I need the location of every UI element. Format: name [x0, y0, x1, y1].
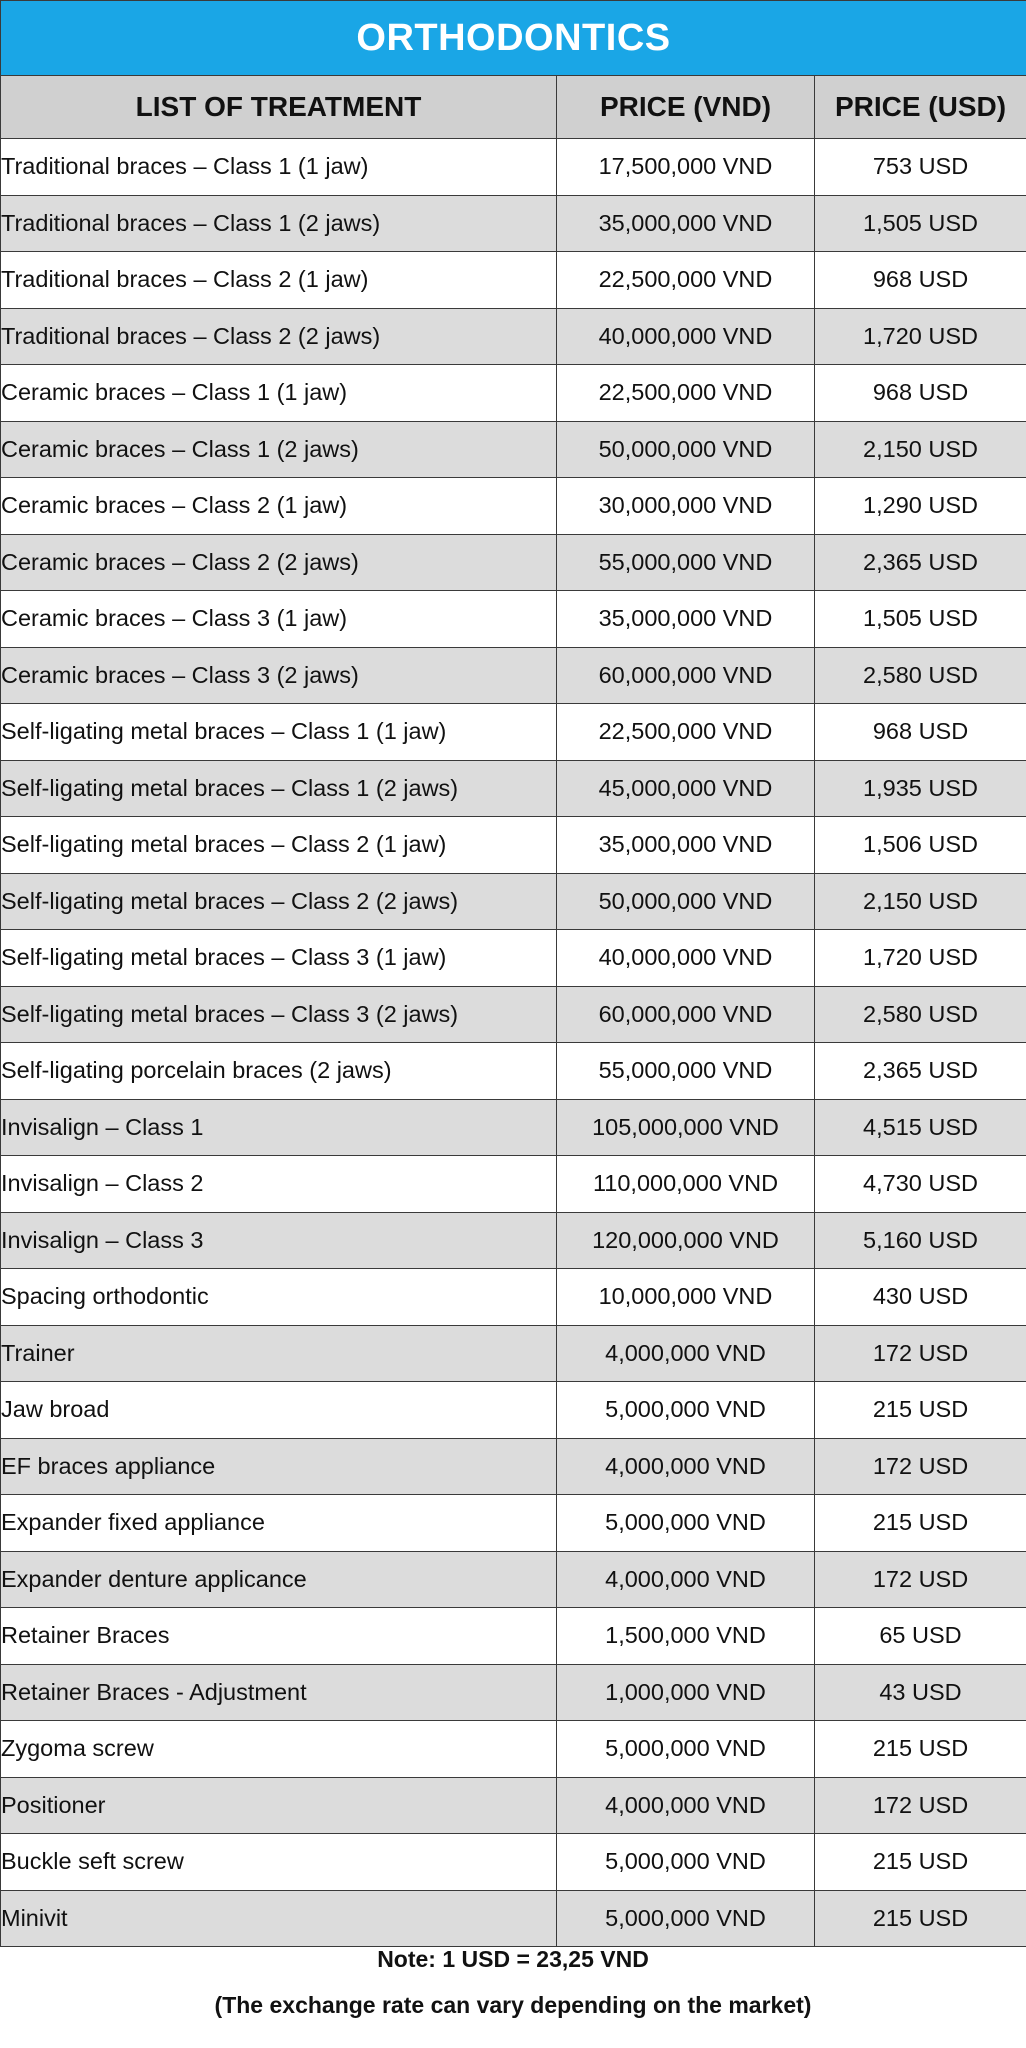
- treatment-name: Self-ligating metal braces – Class 3 (2 jaws): [1, 986, 557, 1043]
- table-row: [1, 1721, 1026, 1778]
- price-usd: 1,505 USD: [815, 591, 1026, 648]
- price-usd: 4,730 USD: [815, 1156, 1026, 1213]
- treatment-name: Minivit: [1, 1890, 557, 1947]
- treatment-name: Spacing orthodontic: [1, 1269, 557, 1326]
- treatment-name: Expander denture applicance: [1, 1551, 557, 1608]
- price-usd: 1,506 USD: [815, 817, 1026, 874]
- treatment-rows: [1, 139, 1026, 1947]
- price-usd: 4,515 USD: [815, 1099, 1026, 1156]
- table-row: [1, 1438, 1026, 1495]
- table-row: [1, 308, 1026, 365]
- table-row: [1, 986, 1026, 1043]
- table-row: [1, 1212, 1026, 1269]
- table-row: [1, 1777, 1026, 1834]
- price-usd: 968 USD: [815, 252, 1026, 309]
- table-row: [1, 478, 1026, 535]
- price-usd: 2,150 USD: [815, 873, 1026, 930]
- treatment-name: Traditional braces – Class 1 (2 jaws): [1, 195, 557, 252]
- treatment-name: Ceramic braces – Class 2 (2 jaws): [1, 534, 557, 591]
- price-vnd: 40,000,000 VND: [557, 930, 815, 987]
- price-vnd: 22,500,000 VND: [557, 365, 815, 422]
- treatment-name: Invisalign – Class 1: [1, 1099, 557, 1156]
- price-vnd: 50,000,000 VND: [557, 421, 815, 478]
- treatment-name: Ceramic braces – Class 3 (2 jaws): [1, 647, 557, 704]
- table-row: [1, 704, 1026, 761]
- price-usd: 753 USD: [815, 139, 1026, 196]
- treatment-name: Self-ligating metal braces – Class 1 (2 jaws): [1, 760, 557, 817]
- table-row: [1, 1834, 1026, 1891]
- table-row: [1, 1325, 1026, 1382]
- treatment-name: Traditional braces – Class 2 (1 jaw): [1, 252, 557, 309]
- price-vnd: 22,500,000 VND: [557, 252, 815, 309]
- price-usd: 43 USD: [815, 1664, 1026, 1721]
- table-row: [1, 421, 1026, 478]
- table-row: [1, 1099, 1026, 1156]
- price-usd: 172 USD: [815, 1777, 1026, 1834]
- price-vnd: 60,000,000 VND: [557, 986, 815, 1043]
- treatment-name: Ceramic braces – Class 3 (1 jaw): [1, 591, 557, 648]
- price-vnd: 4,000,000 VND: [557, 1325, 815, 1382]
- price-vnd: 45,000,000 VND: [557, 760, 815, 817]
- table-row: [1, 1043, 1026, 1100]
- title-row: [1, 1, 1026, 76]
- price-usd: 1,290 USD: [815, 478, 1026, 535]
- table-row: [1, 1551, 1026, 1608]
- treatment-name: Self-ligating metal braces – Class 3 (1 jaw): [1, 930, 557, 987]
- price-usd: 2,580 USD: [815, 647, 1026, 704]
- table-row: [1, 534, 1026, 591]
- price-usd: 215 USD: [815, 1890, 1026, 1947]
- price-vnd: 120,000,000 VND: [557, 1212, 815, 1269]
- table-row: [1, 817, 1026, 874]
- price-usd: 215 USD: [815, 1721, 1026, 1778]
- price-vnd: 5,000,000 VND: [557, 1382, 815, 1439]
- price-vnd: 110,000,000 VND: [557, 1156, 815, 1213]
- table-row: [1, 930, 1026, 987]
- treatment-name: Self-ligating metal braces – Class 1 (1 jaw): [1, 704, 557, 761]
- price-vnd: 10,000,000 VND: [557, 1269, 815, 1326]
- table-row: [1, 1156, 1026, 1213]
- price-usd: 430 USD: [815, 1269, 1026, 1326]
- price-vnd: 4,000,000 VND: [557, 1438, 815, 1495]
- table-row: [1, 252, 1026, 309]
- price-usd: 2,365 USD: [815, 534, 1026, 591]
- price-usd: 2,580 USD: [815, 986, 1026, 1043]
- price-usd: 2,365 USD: [815, 1043, 1026, 1100]
- treatment-name: Buckle seft screw: [1, 1834, 557, 1891]
- table-row: [1, 195, 1026, 252]
- treatment-name: Ceramic braces – Class 2 (1 jaw): [1, 478, 557, 535]
- treatment-name: Traditional braces – Class 1 (1 jaw): [1, 139, 557, 196]
- price-usd: 5,160 USD: [815, 1212, 1026, 1269]
- price-vnd: 17,500,000 VND: [557, 139, 815, 196]
- table-row: [1, 139, 1026, 196]
- column-header-price-vnd: PRICE (VND): [557, 76, 815, 139]
- table-row: [1, 1269, 1026, 1326]
- price-vnd: 35,000,000 VND: [557, 195, 815, 252]
- price-usd: 215 USD: [815, 1382, 1026, 1439]
- price-vnd: 50,000,000 VND: [557, 873, 815, 930]
- treatment-name: Self-ligating porcelain braces (2 jaws): [1, 1043, 557, 1100]
- price-vnd: 55,000,000 VND: [557, 534, 815, 591]
- price-usd: 172 USD: [815, 1325, 1026, 1382]
- table-row: [1, 647, 1026, 704]
- table-title: ORTHODONTICS: [1, 1, 1026, 76]
- price-usd: 2,150 USD: [815, 421, 1026, 478]
- price-vnd: 4,000,000 VND: [557, 1551, 815, 1608]
- price-usd: 1,720 USD: [815, 930, 1026, 987]
- exchange-rate-note: Note: 1 USD = 23,25 VND: [377, 1946, 649, 1972]
- table-row: [1, 1382, 1026, 1439]
- treatment-name: Self-ligating metal braces – Class 2 (2 jaws): [1, 873, 557, 930]
- column-header-treatment: LIST OF TREATMENT: [1, 76, 557, 139]
- price-usd: 968 USD: [815, 365, 1026, 422]
- treatment-name: Traditional braces – Class 2 (2 jaws): [1, 308, 557, 365]
- treatment-name: Self-ligating metal braces – Class 2 (1 jaw): [1, 817, 557, 874]
- price-usd: 65 USD: [815, 1608, 1026, 1665]
- price-usd: 1,935 USD: [815, 760, 1026, 817]
- treatment-name: Positioner: [1, 1777, 557, 1834]
- treatment-name: Trainer: [1, 1325, 557, 1382]
- price-vnd: 1,500,000 VND: [557, 1608, 815, 1665]
- table-row: [1, 1495, 1026, 1552]
- price-vnd: 5,000,000 VND: [557, 1890, 815, 1947]
- treatment-name: Ceramic braces – Class 1 (1 jaw): [1, 365, 557, 422]
- treatment-name: Jaw broad: [1, 1382, 557, 1439]
- price-usd: 172 USD: [815, 1438, 1026, 1495]
- exchange-rate-disclaimer: (The exchange rate can vary depending on the market): [214, 1992, 812, 2018]
- price-vnd: 35,000,000 VND: [557, 591, 815, 648]
- price-vnd: 5,000,000 VND: [557, 1834, 815, 1891]
- treatment-name: Retainer Braces - Adjustment: [1, 1664, 557, 1721]
- treatment-name: Invisalign – Class 3: [1, 1212, 557, 1269]
- price-usd: 968 USD: [815, 704, 1026, 761]
- price-usd: 215 USD: [815, 1834, 1026, 1891]
- table-row: [1, 1664, 1026, 1721]
- table-row: [1, 1608, 1026, 1665]
- price-usd: 172 USD: [815, 1551, 1026, 1608]
- treatment-name: Ceramic braces – Class 1 (2 jaws): [1, 421, 557, 478]
- price-vnd: 30,000,000 VND: [557, 478, 815, 535]
- treatment-name: Invisalign – Class 2: [1, 1156, 557, 1213]
- treatment-name: Retainer Braces: [1, 1608, 557, 1665]
- price-vnd: 60,000,000 VND: [557, 647, 815, 704]
- price-vnd: 22,500,000 VND: [557, 704, 815, 761]
- table-row: [1, 1890, 1026, 1947]
- price-vnd: 5,000,000 VND: [557, 1721, 815, 1778]
- table-row: [1, 873, 1026, 930]
- table-row: [1, 365, 1026, 422]
- column-header-price-usd: PRICE (USD): [815, 76, 1026, 139]
- price-vnd: 55,000,000 VND: [557, 1043, 815, 1100]
- price-vnd: 5,000,000 VND: [557, 1495, 815, 1552]
- table-row: [1, 760, 1026, 817]
- price-usd: 1,720 USD: [815, 308, 1026, 365]
- treatment-name: EF braces appliance: [1, 1438, 557, 1495]
- header-row: [1, 76, 1026, 139]
- price-vnd: 105,000,000 VND: [557, 1099, 815, 1156]
- price-usd: 1,505 USD: [815, 195, 1026, 252]
- price-vnd: 4,000,000 VND: [557, 1777, 815, 1834]
- price-vnd: 35,000,000 VND: [557, 817, 815, 874]
- treatment-name: Zygoma screw: [1, 1721, 557, 1778]
- price-usd: 215 USD: [815, 1495, 1026, 1552]
- treatment-name: Expander fixed appliance: [1, 1495, 557, 1552]
- table-row: [1, 591, 1026, 648]
- price-vnd: 40,000,000 VND: [557, 308, 815, 365]
- price-vnd: 1,000,000 VND: [557, 1664, 815, 1721]
